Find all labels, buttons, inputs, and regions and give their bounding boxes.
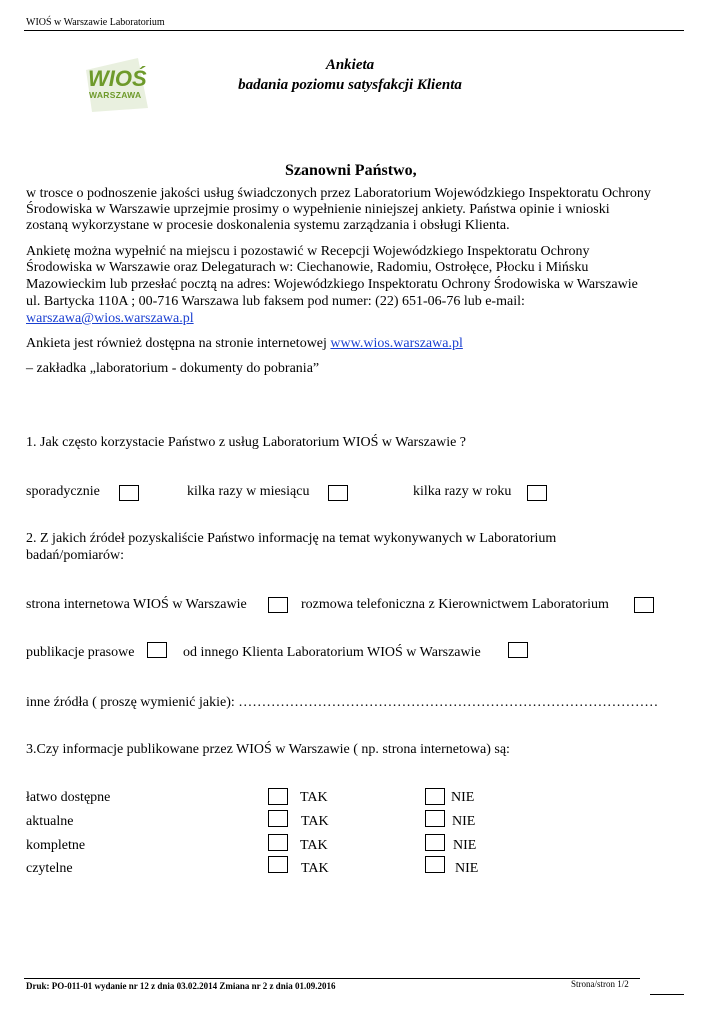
greeting-text: Szanowni Państwo, (285, 162, 417, 179)
footer-page-number: Strona/stron 1/2 (571, 979, 629, 989)
q1-question: 1. Jak często korzystacie Państwo z usług Laboratorium WIOŚ w Warszawie ? (26, 435, 467, 450)
q2-question-line-1: 2. Z jakich źródeł pozyskaliście Państwo informację na temat wykonywanych w Laboratorium (26, 531, 557, 546)
intro-line-2: Środowiska w Warszawie uprzejmie prosimy o wypełnienie niniejszej ankiety. Państwa opinie i wnioski (26, 202, 610, 217)
info-line-4: ul. Bartycka 110A ; 00-716 Warszawa lub faksem pod numer: (22) 651-06-76 lub e-mail: (26, 294, 525, 309)
logo-text-bottom: WARSZAWA (89, 90, 142, 100)
q1-checkbox-monthly[interactable] (328, 485, 348, 501)
q2-option-label: od innego Klienta Laboratorium WIOŚ w Warszawie (183, 645, 481, 660)
q2-question-line-2: badań/pomiarów: (26, 548, 124, 563)
q3-yes-checkbox-accessible[interactable] (268, 788, 288, 805)
q3-yes-label: TAK (300, 838, 328, 853)
email-link[interactable]: warszawa@wios.warszawa.pl (26, 311, 194, 326)
q3-yes-checkbox-current[interactable] (268, 810, 288, 827)
q3-no-label: NIE (455, 861, 479, 876)
q3-row-label: kompletne (26, 838, 86, 853)
q3-yes-label: TAK (301, 814, 329, 829)
q3-row-label: łatwo dostępne (26, 790, 111, 805)
footer-document-info: Druk: PO-011-01 wydanie nr 12 z dnia 03.02.2014 Zmiana nr 2 z dnia 01.09.2016 (26, 981, 336, 991)
q3-yes-checkbox-readable[interactable] (268, 856, 288, 873)
website-link[interactable]: www.wios.warszawa.pl (330, 336, 463, 351)
q3-question: 3.Czy informacje publikowane przez WIOŚ w Warszawie ( np. strona internetowa) są: (26, 742, 510, 757)
q2-other-sources[interactable]: inne źródła ( proszę wymienić jakie): ……………………………………………………………………………… (26, 695, 659, 710)
q3-no-checkbox-accessible[interactable] (425, 788, 445, 805)
greeting (285, 162, 417, 180)
q3-no-checkbox-current[interactable] (425, 810, 445, 827)
wios-logo (82, 50, 154, 116)
intro-line-1: w trosce o podnoszenie jakości usług świadczonych przez Laboratorium Wojewódzkiego Inspektoratu Ochrony (26, 186, 651, 201)
q1-option-label: kilka razy w roku (413, 484, 512, 499)
title-line-2: badania poziomu satysfakcji Klienta (238, 77, 462, 93)
q3-no-label: NIE (452, 814, 476, 829)
tab-note: – zakładka „laboratorium - dokumenty do pobrania” (26, 361, 320, 376)
q1-option-label: kilka razy w miesiącu (187, 484, 310, 499)
q3-no-checkbox-complete[interactable] (425, 834, 445, 851)
q2-option-label: strona internetowa WIOŚ w Warszawie (26, 597, 247, 612)
info-line-1: Ankietę można wypełnić na miejscu i pozostawić w Recepcji Wojewódzkiego Inspektoratu Ochrony (26, 244, 590, 259)
q3-no-label: NIE (451, 790, 475, 805)
q3-no-checkbox-readable[interactable] (425, 856, 445, 873)
page-header: WIOŚ w Warszawie Laboratorium (26, 17, 165, 28)
intro-line-3: zostaną wykorzystane w procesie doskonalenia systemu zarządzania i obsługi Klienta. (26, 218, 510, 233)
q2-checkbox-website[interactable] (268, 597, 288, 613)
info-line-3: Mazowieckim lub przesłać pocztą na adres: Wojewódzkiego Inspektoratu Ochrony Środowiska w Warszawie (26, 277, 638, 292)
q1-checkbox-yearly[interactable] (527, 485, 547, 501)
logo-text-top: WIOŚ (88, 66, 147, 91)
footer-short-rule (650, 994, 684, 995)
q2-option-label: publikacje prasowe (26, 645, 135, 660)
q3-row-label: aktualne (26, 814, 74, 829)
q3-yes-checkbox-complete[interactable] (268, 834, 288, 851)
q3-no-label: NIE (453, 838, 477, 853)
title-line-1: Ankieta (325, 57, 375, 73)
q3-row-label: czytelne (26, 861, 73, 876)
info-line-2: Środowiska w Warszawie oraz Delegaturach w: Ciechanowie, Radomiu, Ostrołęce, Płocku i Mińsku (26, 260, 589, 275)
q2-checkbox-other-client[interactable] (508, 642, 528, 658)
wios-logo-graphic (82, 50, 154, 116)
q1-checkbox-sporadic[interactable] (119, 485, 139, 501)
online-line (26, 336, 463, 352)
online-prefix: Ankieta jest również dostępna na stronie internetowej (26, 336, 327, 351)
q2-option-label: rozmowa telefoniczna z Kierownictwem Laboratorium (301, 597, 609, 612)
header-rule (24, 30, 684, 31)
q2-checkbox-press[interactable] (147, 642, 167, 658)
q2-checkbox-phone[interactable] (634, 597, 654, 613)
q3-yes-label: TAK (300, 790, 328, 805)
q1-option-label: sporadycznie (26, 484, 100, 499)
q3-yes-label: TAK (301, 861, 329, 876)
footer-rule (24, 978, 640, 979)
